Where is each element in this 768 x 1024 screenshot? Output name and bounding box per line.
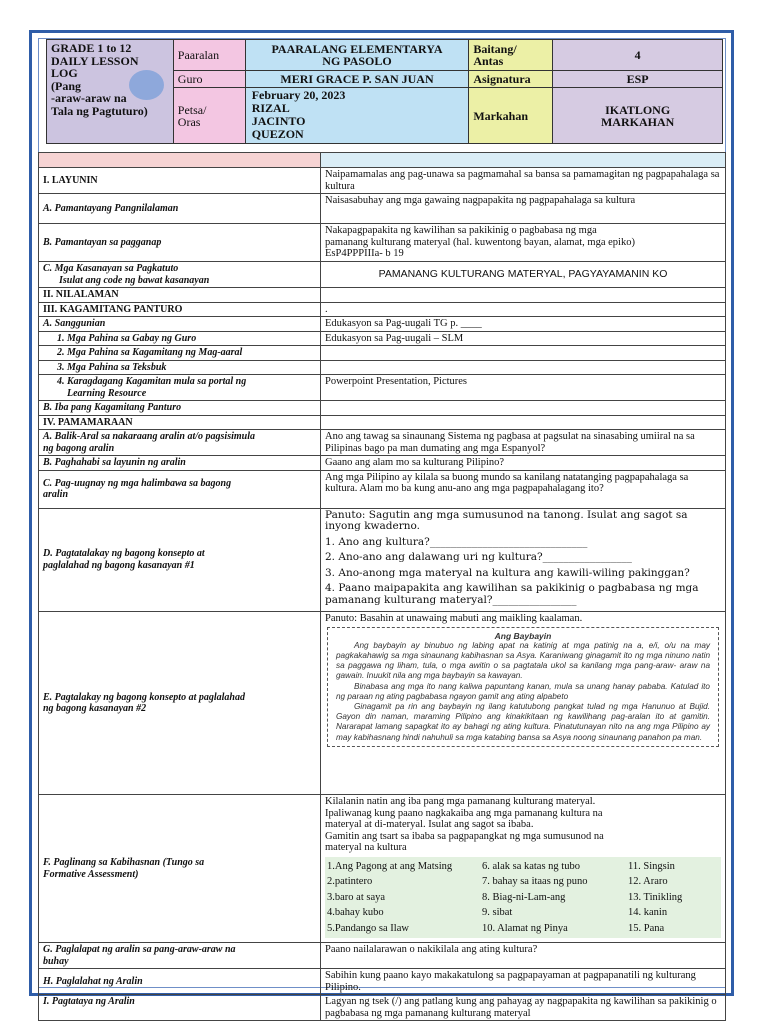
- option-item: 14. kanin: [628, 907, 668, 918]
- nilalaman-value: [321, 288, 726, 303]
- paglalapat-value: Paano nailalarawan o nakikilala ang ating kultura?: [321, 943, 726, 969]
- header-strip-left: [39, 153, 321, 168]
- paglalahat-value: Sabihin kung paano kayo makakatulong sa pagpapayaman at pagpapanatili ng kulturang Pilipino.: [321, 969, 726, 995]
- balik-aral-label: A. Balik-Aral sa nakaraang aralin at/o pagsisimula ng bagong aralin: [39, 430, 321, 456]
- gabay-ng-guro-label: 1. Mga Pahina sa Gabay ng Guro: [39, 331, 321, 346]
- material-culture-options: [325, 857, 721, 939]
- question-3: 3. Ano-anong mga materyal na kultura ang kawili-wiling pakinggan?: [325, 566, 690, 579]
- pamantayang-pangnilalaman-label: A. Pamantayang Pangnilalaman: [39, 194, 321, 224]
- sanggunian-label: A. Sanggunian: [39, 317, 321, 332]
- gabay-ng-guro-value: Edukasyon sa Pag-uugali – SLM: [321, 331, 726, 346]
- pag-uugnay-label: C. Pag-uugnay ng mga halimbawa sa bagong aralin: [39, 470, 321, 508]
- pag-uugnay-value: Ang mga Pilipino ay kilala sa buong mundo sa kanilang natatanging pagpapahalaga sa kultura. Alam mo ba kung anu-ano ang mga pagpapahalagang ito?: [321, 470, 726, 508]
- kasanayan-label: C. Mga Kasanayan sa Pagkatuto Isulat ang code ng bawat kasanayan: [39, 262, 321, 288]
- option-item: 10. Alamat ng Pinya: [482, 922, 568, 934]
- option-item: 11. Singsin: [628, 860, 675, 872]
- markahan-label: Markahan: [469, 88, 553, 144]
- pagtatalakay-1-label: D. Pagtatalakay ng bagong konsepto at paglalahad ng bagong kasanayan #1: [39, 508, 321, 612]
- paglinang-label: F. Paglinang sa Kabihasnan (Tungo sa Formative Assessment): [39, 795, 321, 943]
- petsa-value: February 20, 2023 RIZAL JACINTO QUEZON: [245, 88, 469, 144]
- option-item: 7. bahay sa itaas ng puno: [482, 876, 588, 887]
- balik-aral-value: Ano ang tawag sa sinaunang Sistema ng pagbasa at pagsulat na sinasabing umiiral na sa Pilipinas bago pa man dumating ang mga Espanyol?: [321, 430, 726, 456]
- teksbuk-value: [321, 360, 726, 375]
- pagtataya-value: Lagyan ng tsek (/) ang patlang kung ang pahayag ay nagpapakita ng kawilihan sa pakikinig o pagbabasa ng mga pamanang kulturang materyal: [321, 995, 726, 1021]
- question-1: 1. Ano ang kultura?______________________________: [325, 535, 588, 548]
- option-item: 4.bahay kubo: [327, 907, 384, 918]
- layunin-label: I. LAYUNIN: [39, 168, 321, 194]
- karagdagang-kagamitan-label: 4. Karagdagang Kagamitan mula sa portal ng Learning Resource: [39, 375, 321, 401]
- option-item: 13. Tinikling: [628, 891, 683, 903]
- pamamaraan-value: [321, 415, 726, 430]
- asignatura-value: ESP: [553, 71, 723, 88]
- reading-title: Ang Baybayin: [494, 630, 552, 641]
- paaralan-label: Paaralan: [173, 40, 245, 71]
- reading-instruction: Panuto: Basahin at unawaing mabuti ang maikling kaalaman.: [325, 613, 583, 624]
- pagtatalakay-1-questions: [321, 508, 726, 612]
- paglalahat-label: H. Paglalahat ng Aralin: [39, 969, 321, 995]
- markahan-value: IKATLONG MARKAHAN: [553, 88, 723, 144]
- option-item: 6. alak sa katas ng tubo: [482, 860, 580, 872]
- asignatura-label: Asignatura: [469, 71, 553, 88]
- header-table: [46, 39, 723, 144]
- layunin-value: Naipamamalas ang pag-unawa sa pagmamahal sa bansa sa pamamagitan ng pagpapahalaga sa kultura: [321, 168, 726, 194]
- header-strip-right: [321, 153, 726, 168]
- baitang-label: Baitang/ Antas: [469, 40, 553, 71]
- question-2: 2. Ano-ano ang dalawang uri ng kultura?_________________: [325, 551, 632, 563]
- pagtatalakay-2-label: E. Pagtalakay ng bagong konsepto at paglalahad ng bagong kasanayan #2: [39, 612, 321, 795]
- kagamitang-mag-aaral-label: 2. Mga Pahina sa Kagamitang ng Mag-aaral: [39, 346, 321, 361]
- option-item: 2.patintero: [327, 876, 373, 887]
- paaralan-value: PAARALANG ELEMENTARYA NG PASOLO: [245, 40, 469, 71]
- nilalaman-label: II. NILALAMAN: [39, 288, 321, 303]
- option-item: 12. Araro: [628, 876, 668, 887]
- kagamitang-panturo-label: III. KAGAMITANG PANTURO: [39, 302, 321, 317]
- kagamitang-panturo-value: .: [321, 302, 726, 317]
- paglinang-content: Kilalanin natin ang iba pang mga pamanang kulturang materyal. Ipaliwanag kung paano nagkakaiba ang mga pamanang kultura na materyal at di-materyal. Isulat ang sagot sa ibaba. Gamitin ang tsart sa ibaba sa pagpapangkat ng mga sumusunod na materyal na kultura 1.Ang Pagong at ang Matsing 6. alak sa katas ng tubo 11. Singsin 2.patintero 7. bahay sa itaas ng puno 12. Araro 3.baro at saya 8. Biag-ni-Lam-ang 13. Tinikling 4.bahay kubo 9. sibat 14. kanin 5.Pandango sa Ilaw 10. Alamat ng Pinya 15. Pana: [321, 795, 726, 943]
- pamamaraan-label: IV. PAMAMARAAN: [39, 415, 321, 430]
- option-item: 1.Ang Pagong at ang Matsing: [327, 860, 453, 872]
- paglalapat-label: G. Paglalapat ng aralin sa pang-araw-araw na buhay: [39, 943, 321, 969]
- karagdagang-kagamitan-value: Powerpoint Presentation, Pictures: [321, 375, 726, 401]
- sanggunian-value: Edukasyon sa Pag-uugali TG p. ____: [321, 317, 726, 332]
- reading-paragraph-1: Ang baybayin ay binubuo ng labing apat na katinig at mga patinig na a, e/i, o/u na may pagkakahawig sa mga sinaunang kabihasnan sa Asya. Karaniwang ginagamit ito ng mga ninuno natin sa paggawa ng liham, tula, o mga awitin o sa pagtatala ukol sa kanilang mga pang-araw- araw na gawain. Inuukit nila ang mga baybayin sa kawayan.: [336, 640, 710, 681]
- question-4: 4. Paano maipapakita ang kawilihan sa pakikinig o pagbabasa ng mga pamanang kulturang materyal?________________: [325, 582, 699, 606]
- teksbuk-label: 3. Mga Pahina sa Teksbuk: [39, 360, 321, 375]
- baitang-value: 4: [553, 40, 723, 71]
- pamantayan-sa-pagganap-value: Nakapagpapakita ng kawilihan sa pakikinig o pagbabasa ng mga pamanang kulturang materyal (hal. kuwentong bayan, alamat, mga epiko) EsP4PPPIIIa- b 19: [321, 224, 726, 262]
- paghahabi-value: Gaano ang alam mo sa kulturang Pilipino?: [321, 456, 726, 471]
- reading-passage: [327, 627, 719, 747]
- petsa-label: Petsa/ Oras: [173, 88, 245, 144]
- option-item: 3.baro at saya: [327, 891, 386, 903]
- option-item: 9. sibat: [482, 907, 513, 918]
- grade-block: GRADE 1 to 12 DAILY LESSON LOG (Pang -araw-araw na Tala ng Pagtuturo): [47, 40, 174, 144]
- reading-paragraph-2: Binabasa ang mga ito nang kaliwa papuntang kanan, mula sa unang hanay pababa. Katulad ito ng paraan ng ating pagbabasa ngayon gamit ang ating alpabeto: [336, 681, 710, 701]
- lesson-log-table: [38, 152, 726, 1021]
- kasanayan-value: PAMANANG KULTURANG MATERYAL, PAGYAYAMANIN KO: [321, 262, 726, 288]
- questions-panuto: Panuto: Sagutin ang mga sumusunod na tanong. Isulat ang sagot sa inyong kwaderno.: [325, 508, 688, 532]
- paghahabi-label: B. Paghahabi sa layunin ng aralin: [39, 456, 321, 471]
- guro-value: MERI GRACE P. SAN JUAN: [245, 71, 469, 88]
- pamantayan-sa-pagganap-label: B. Pamantayan sa pagganap: [39, 224, 321, 262]
- option-item: 15. Pana: [628, 922, 665, 934]
- kagamitang-mag-aaral-value: [321, 346, 726, 361]
- pagtataya-label: I. Pagtataya ng Aralin: [39, 995, 321, 1021]
- pamantayang-pangnilalaman-value: Naisasabuhay ang mga gawaing nagpapakita ng pagpapahalaga sa kultura: [321, 194, 726, 224]
- reading-paragraph-3: Ginagamit pa rin ang baybayin ng ilang katutubong pangkat tulad ng mga Hanunuo at Bujid. Gayon din naman, maraming Pilipino ang kinakikitaan ng kawilihang pag-aralan ito at gamitin. Nararapat lamang sapagkat ito ay bahagi ng ating kultura. Pinatutunayan nito na ang mga Pilipino ay may kabihasnang hindi nahuhuli sa mga katabing bansa sa Asya noong sinaunang panahon pa man.: [336, 701, 710, 742]
- guro-label: Guro: [173, 71, 245, 88]
- option-item: 5.Pandango sa Ilaw: [327, 922, 409, 934]
- pagtatalakay-2-content: [321, 612, 726, 795]
- iba-pang-kagamitan-label: B. Iba pang Kagamitang Panturo: [39, 401, 321, 416]
- iba-pang-kagamitan-value: [321, 401, 726, 416]
- option-item: 8. Biag-ni-Lam-ang: [482, 891, 566, 903]
